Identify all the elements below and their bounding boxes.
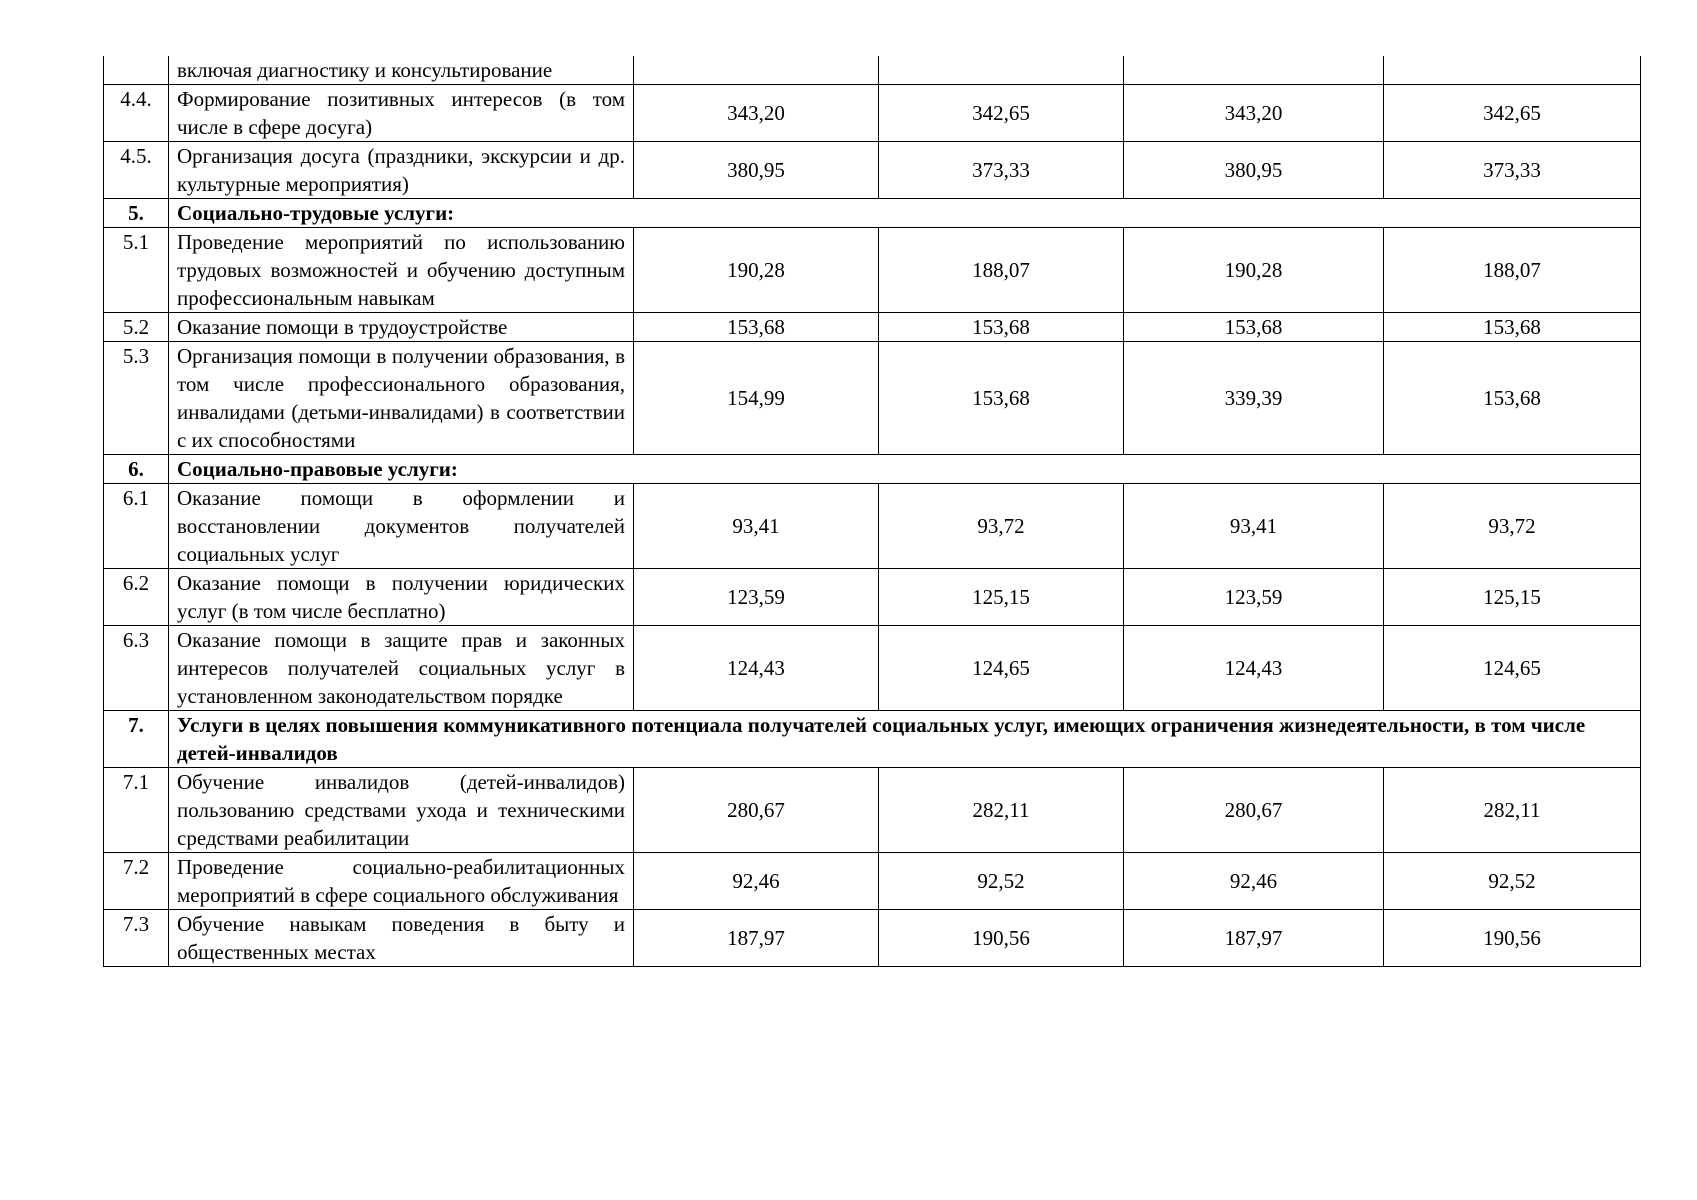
table-row	[104, 626, 1641, 711]
tariff-value-col-4: 153,68	[1384, 313, 1641, 342]
item-number: 7.2	[104, 853, 169, 910]
tariff-value-col-2: 93,72	[879, 484, 1124, 569]
section-title: Социально-трудовые услуги:	[169, 199, 1641, 228]
tariff-value-col-4: 93,72	[1384, 484, 1641, 569]
tariff-value-col-4: 124,65	[1384, 626, 1641, 711]
table-row	[104, 484, 1641, 569]
tariff-value-col-3: 280,67	[1124, 768, 1384, 853]
tariff-value-col-4: 282,11	[1384, 768, 1641, 853]
item-number: 6.1	[104, 484, 169, 569]
tariff-value-col-3: 124,43	[1124, 626, 1384, 711]
tariff-value-col-2: 153,68	[879, 342, 1124, 455]
service-name: Оказание помощи в трудоустройстве	[169, 313, 634, 342]
tariff-value-col-4: 342,65	[1384, 85, 1641, 142]
tariff-value-col-2: 190,56	[879, 910, 1124, 967]
tariff-value-col-3: 380,95	[1124, 142, 1384, 199]
tariff-value-col-3: 343,20	[1124, 85, 1384, 142]
service-name: Оказание помощи в получении юридических услуг (в том числе бесплатно)	[169, 569, 634, 626]
item-number	[104, 56, 169, 85]
tariff-value-col-2: 125,15	[879, 569, 1124, 626]
section-number: 7.	[104, 711, 169, 768]
table-row	[104, 142, 1641, 199]
item-number: 5.2	[104, 313, 169, 342]
tariff-value-col-1: 154,99	[634, 342, 879, 455]
tariff-value-col-2: 92,52	[879, 853, 1124, 910]
section-number: 5.	[104, 199, 169, 228]
service-name: Обучение навыкам поведения в быту и общественных местах	[169, 910, 634, 967]
section-title: Социально-правовые услуги:	[169, 455, 1641, 484]
tariff-value-col-1: 93,41	[634, 484, 879, 569]
service-name: Формирование позитивных интересов (в том числе в сфере досуга)	[169, 85, 634, 142]
item-number: 7.1	[104, 768, 169, 853]
service-name: Обучение инвалидов (детей-инвалидов) пользованию средствами ухода и техническими средствами реабилитации	[169, 768, 634, 853]
tariff-value-col-3: 153,68	[1124, 313, 1384, 342]
item-number: 6.3	[104, 626, 169, 711]
section-header-row	[104, 199, 1641, 228]
service-name: Проведение социально-реабилитационных мероприятий в сфере социального обслуживания	[169, 853, 634, 910]
table-row	[104, 56, 1641, 85]
service-name: включая диагностику и консультирование	[169, 56, 634, 85]
service-name: Организация помощи в получении образования, в том числе профессионального образования, инвалидами (детьми-инвалидами) в соответствии с их способностями	[169, 342, 634, 455]
tariff-value-col-1: 380,95	[634, 142, 879, 199]
tariff-value-col-3: 123,59	[1124, 569, 1384, 626]
tariff-value-col-1: 124,43	[634, 626, 879, 711]
tariff-table-body	[104, 56, 1641, 967]
tariff-value-col-2: 282,11	[879, 768, 1124, 853]
tariff-value-col-1: 153,68	[634, 313, 879, 342]
item-number: 6.2	[104, 569, 169, 626]
tariff-value-col-1: 187,97	[634, 910, 879, 967]
service-name: Оказание помощи в защите прав и законных интересов получателей социальных услуг в установленном законодательством порядке	[169, 626, 634, 711]
section-number: 6.	[104, 455, 169, 484]
section-header-row	[104, 455, 1641, 484]
tariff-value-col-4	[1384, 56, 1641, 85]
tariff-value-col-1: 190,28	[634, 228, 879, 313]
tariff-value-col-4: 125,15	[1384, 569, 1641, 626]
table-row	[104, 910, 1641, 967]
tariff-value-col-3	[1124, 56, 1384, 85]
table-row	[104, 342, 1641, 455]
section-header-row	[104, 711, 1641, 768]
tariff-value-col-2: 188,07	[879, 228, 1124, 313]
item-number: 5.1	[104, 228, 169, 313]
tariff-value-col-1: 343,20	[634, 85, 879, 142]
tariff-value-col-4: 188,07	[1384, 228, 1641, 313]
tariff-value-col-2: 153,68	[879, 313, 1124, 342]
item-number: 4.5.	[104, 142, 169, 199]
tariff-value-col-2: 342,65	[879, 85, 1124, 142]
table-row	[104, 228, 1641, 313]
table-row	[104, 85, 1641, 142]
tariff-value-col-4: 190,56	[1384, 910, 1641, 967]
tariff-value-col-3: 93,41	[1124, 484, 1384, 569]
section-title: Услуги в целях повышения коммуникативного потенциала получателей социальных услуг, имеющих ограничения жизнедеятельности, в том числе детей-инвалидов	[169, 711, 1641, 768]
tariff-value-col-4: 153,68	[1384, 342, 1641, 455]
tariff-value-col-3: 339,39	[1124, 342, 1384, 455]
service-name: Оказание помощи в оформлении и восстановлении документов получателей социальных услуг	[169, 484, 634, 569]
table-row	[104, 313, 1641, 342]
service-name: Проведение мероприятий по использованию трудовых возможностей и обучению доступным профессиональным навыкам	[169, 228, 634, 313]
tariff-value-col-2: 373,33	[879, 142, 1124, 199]
tariff-value-col-1	[634, 56, 879, 85]
tariff-value-col-1: 123,59	[634, 569, 879, 626]
service-name: Организация досуга (праздники, экскурсии и др. культурные мероприятия)	[169, 142, 634, 199]
table-row	[104, 569, 1641, 626]
item-number: 5.3	[104, 342, 169, 455]
tariff-table	[103, 56, 1641, 967]
tariff-value-col-4: 373,33	[1384, 142, 1641, 199]
table-row	[104, 853, 1641, 910]
tariff-value-col-1: 280,67	[634, 768, 879, 853]
tariff-value-col-3: 190,28	[1124, 228, 1384, 313]
tariff-value-col-2: 124,65	[879, 626, 1124, 711]
tariff-value-col-1: 92,46	[634, 853, 879, 910]
table-row	[104, 768, 1641, 853]
tariff-value-col-2	[879, 56, 1124, 85]
tariff-value-col-4: 92,52	[1384, 853, 1641, 910]
tariff-value-col-3: 92,46	[1124, 853, 1384, 910]
item-number: 4.4.	[104, 85, 169, 142]
tariff-value-col-3: 187,97	[1124, 910, 1384, 967]
item-number: 7.3	[104, 910, 169, 967]
